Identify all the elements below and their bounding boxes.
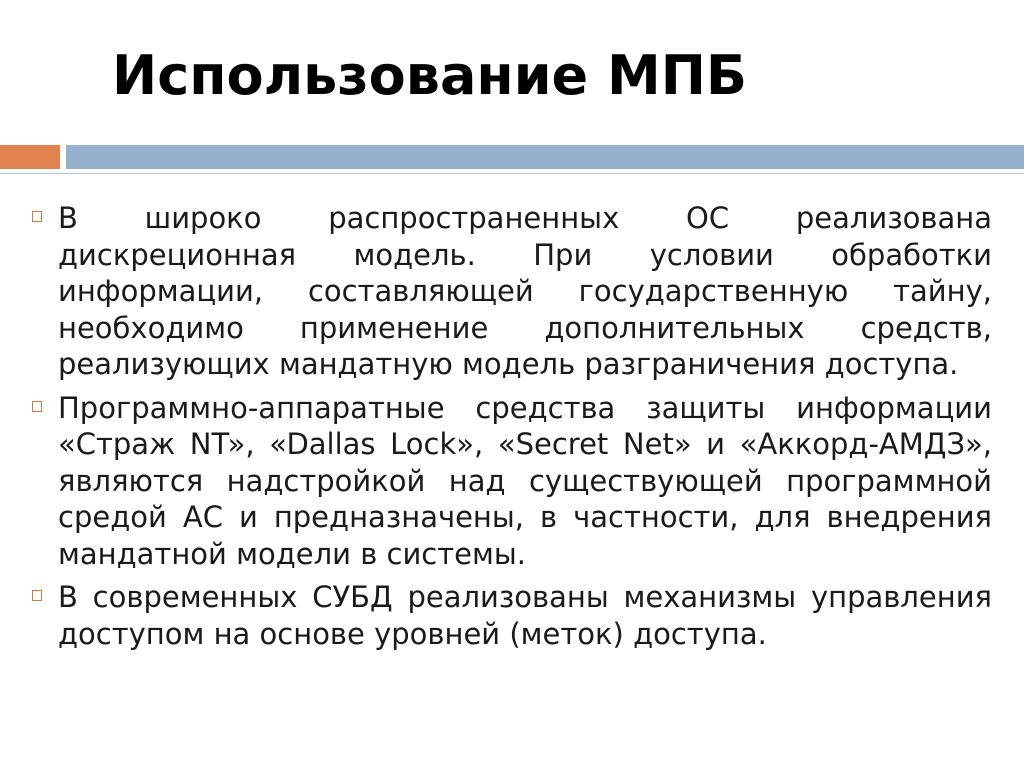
bullet-item-1 <box>28 200 992 383</box>
slide-title: Использование МПБ <box>112 44 748 107</box>
hollow-square-bullet-icon <box>32 590 42 601</box>
bullet-text-2: Программно-аппаратные средства защиты информации «Страж NT», «Dallas Lock», «Secret Net» и «Аккорд-АМДЗ», являются надстройкой над существующей программной средой АС и предназначены, в частности, для внедрения мандатной модели в системы. <box>58 390 992 571</box>
divider-hairline <box>0 173 1024 174</box>
bullet-item-3 <box>28 579 992 652</box>
title-divider <box>0 140 1024 174</box>
hollow-square-bullet-icon <box>32 211 42 222</box>
hollow-square-bullet-icon <box>32 401 42 412</box>
bullet-item-2 <box>28 390 992 573</box>
accent-block-orange <box>0 145 60 169</box>
bullet-list <box>28 200 992 659</box>
bullet-text-1: В широко распространенных ОС реализована дискреционная модель. При условии обработки информации, составляющей государственную тайну, необходимо применение дополнительных средств, реализующих мандатную модель разграничения доступа. <box>58 201 992 381</box>
accent-bar-blue <box>66 145 1024 169</box>
bullet-text-3: В современных СУБД реализованы механизмы управления доступом на основе уровней (меток) доступа. <box>58 580 992 651</box>
